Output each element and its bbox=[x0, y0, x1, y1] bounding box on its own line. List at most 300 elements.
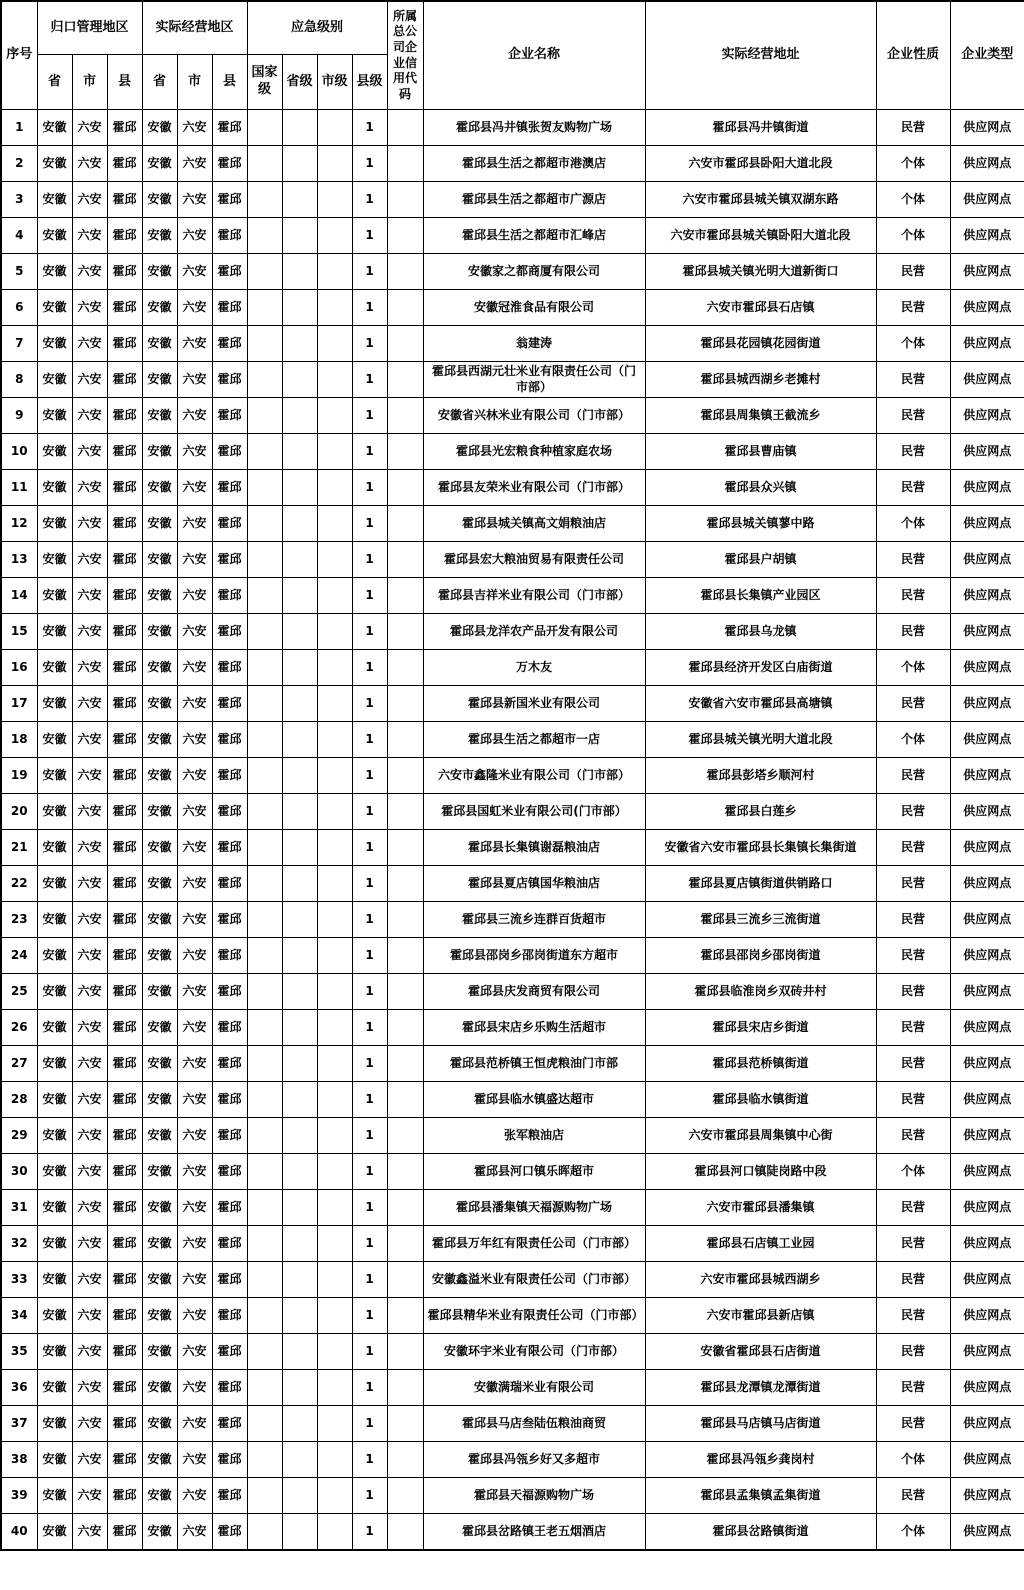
cell-guikou-county: 霍邱 bbox=[107, 1406, 142, 1442]
cell-guikou-county: 霍邱 bbox=[107, 218, 142, 254]
cell-type: 供应网点 bbox=[950, 1298, 1024, 1334]
cell-guikou-city: 六安 bbox=[72, 326, 107, 362]
cell-level-province bbox=[282, 290, 317, 326]
cell-level-county: 1 bbox=[352, 470, 387, 506]
cell-actual-city: 六安 bbox=[177, 362, 212, 398]
cell-credit-code bbox=[387, 1082, 423, 1118]
cell-address: 霍邱县城关镇光明大道北段 bbox=[645, 722, 876, 758]
cell-enterprise-name: 安徽鑫溢米业有限责任公司（门市部） bbox=[423, 1262, 645, 1298]
cell-guikou-province: 安徽 bbox=[37, 1046, 72, 1082]
cell-guikou-city: 六安 bbox=[72, 578, 107, 614]
header-guikou-province: 省 bbox=[37, 55, 72, 110]
cell-level-province bbox=[282, 398, 317, 434]
cell-nature: 民营 bbox=[876, 1082, 950, 1118]
cell-actual-county: 霍邱 bbox=[212, 794, 247, 830]
cell-address: 霍邱县临水镇街道 bbox=[645, 1082, 876, 1118]
cell-actual-city: 六安 bbox=[177, 1514, 212, 1551]
cell-address: 六安市霍邱县城西湖乡 bbox=[645, 1262, 876, 1298]
cell-enterprise-name: 霍邱县西湖元壮米业有限责任公司（门市部） bbox=[423, 362, 645, 398]
cell-level-national bbox=[247, 146, 282, 182]
cell-nature: 个体 bbox=[876, 182, 950, 218]
cell-actual-county: 霍邱 bbox=[212, 1370, 247, 1406]
cell-actual-province: 安徽 bbox=[142, 218, 177, 254]
cell-actual-province: 安徽 bbox=[142, 1082, 177, 1118]
cell-guikou-province: 安徽 bbox=[37, 290, 72, 326]
cell-guikou-city: 六安 bbox=[72, 1442, 107, 1478]
header-group-emergency-level: 应急级别 bbox=[247, 1, 387, 55]
cell-level-national bbox=[247, 686, 282, 722]
cell-guikou-city: 六安 bbox=[72, 1334, 107, 1370]
cell-enterprise-name: 霍邱县新国米业有限公司 bbox=[423, 686, 645, 722]
cell-actual-county: 霍邱 bbox=[212, 1298, 247, 1334]
cell-nature: 民营 bbox=[876, 1262, 950, 1298]
cell-level-city bbox=[317, 578, 352, 614]
cell-level-county: 1 bbox=[352, 182, 387, 218]
table-row bbox=[1, 938, 1024, 974]
cell-level-national bbox=[247, 1262, 282, 1298]
cell-level-national bbox=[247, 794, 282, 830]
cell-level-national bbox=[247, 398, 282, 434]
cell-guikou-county: 霍邱 bbox=[107, 1226, 142, 1262]
cell-type: 供应网点 bbox=[950, 110, 1024, 146]
cell-level-province bbox=[282, 902, 317, 938]
cell-guikou-county: 霍邱 bbox=[107, 1442, 142, 1478]
cell-enterprise-name: 万木友 bbox=[423, 650, 645, 686]
cell-level-city bbox=[317, 218, 352, 254]
cell-level-province bbox=[282, 830, 317, 866]
cell-guikou-province: 安徽 bbox=[37, 1442, 72, 1478]
cell-level-city bbox=[317, 398, 352, 434]
cell-level-county: 1 bbox=[352, 398, 387, 434]
cell-nature: 个体 bbox=[876, 218, 950, 254]
cell-actual-province: 安徽 bbox=[142, 686, 177, 722]
cell-guikou-city: 六安 bbox=[72, 1190, 107, 1226]
cell-enterprise-name: 霍邱县马店叁陆伍粮油商贸 bbox=[423, 1406, 645, 1442]
cell-enterprise-name: 霍邱县邵岗乡邵岗街道东方超市 bbox=[423, 938, 645, 974]
cell-guikou-county: 霍邱 bbox=[107, 1046, 142, 1082]
cell-level-province bbox=[282, 506, 317, 542]
cell-address: 霍邱县户胡镇 bbox=[645, 542, 876, 578]
cell-level-province bbox=[282, 542, 317, 578]
cell-nature: 民营 bbox=[876, 866, 950, 902]
cell-actual-city: 六安 bbox=[177, 722, 212, 758]
cell-level-city bbox=[317, 1082, 352, 1118]
table-row bbox=[1, 1118, 1024, 1154]
cell-level-province bbox=[282, 218, 317, 254]
cell-guikou-city: 六安 bbox=[72, 218, 107, 254]
header-type: 企业类型 bbox=[950, 1, 1024, 110]
cell-type: 供应网点 bbox=[950, 578, 1024, 614]
cell-level-city bbox=[317, 254, 352, 290]
cell-guikou-province: 安徽 bbox=[37, 1118, 72, 1154]
cell-actual-province: 安徽 bbox=[142, 362, 177, 398]
cell-guikou-county: 霍邱 bbox=[107, 794, 142, 830]
cell-level-national bbox=[247, 1406, 282, 1442]
cell-level-national bbox=[247, 1082, 282, 1118]
cell-actual-county: 霍邱 bbox=[212, 110, 247, 146]
cell-row-no: 37 bbox=[1, 1406, 37, 1442]
cell-level-city bbox=[317, 614, 352, 650]
cell-actual-city: 六安 bbox=[177, 1442, 212, 1478]
cell-level-county: 1 bbox=[352, 1154, 387, 1190]
cell-level-province bbox=[282, 1370, 317, 1406]
cell-level-city bbox=[317, 470, 352, 506]
cell-level-city bbox=[317, 938, 352, 974]
cell-guikou-city: 六安 bbox=[72, 974, 107, 1010]
cell-address: 霍邱县白莲乡 bbox=[645, 794, 876, 830]
cell-actual-city: 六安 bbox=[177, 974, 212, 1010]
cell-enterprise-name: 安徽满瑞米业有限公司 bbox=[423, 1370, 645, 1406]
cell-level-county: 1 bbox=[352, 974, 387, 1010]
cell-credit-code bbox=[387, 290, 423, 326]
cell-level-city bbox=[317, 1406, 352, 1442]
cell-type: 供应网点 bbox=[950, 1046, 1024, 1082]
cell-guikou-city: 六安 bbox=[72, 1406, 107, 1442]
cell-guikou-city: 六安 bbox=[72, 1082, 107, 1118]
cell-actual-province: 安徽 bbox=[142, 866, 177, 902]
cell-guikou-province: 安徽 bbox=[37, 686, 72, 722]
cell-guikou-city: 六安 bbox=[72, 110, 107, 146]
cell-level-city bbox=[317, 290, 352, 326]
cell-enterprise-name: 霍邱县国虹米业有限公司(门市部） bbox=[423, 794, 645, 830]
cell-level-county: 1 bbox=[352, 1514, 387, 1551]
table-row bbox=[1, 398, 1024, 434]
cell-enterprise-name: 霍邱县潘集镇天福源购物广场 bbox=[423, 1190, 645, 1226]
cell-guikou-county: 霍邱 bbox=[107, 614, 142, 650]
cell-nature: 民营 bbox=[876, 1334, 950, 1370]
cell-credit-code bbox=[387, 254, 423, 290]
cell-level-city bbox=[317, 326, 352, 362]
table-row bbox=[1, 650, 1024, 686]
cell-nature: 个体 bbox=[876, 506, 950, 542]
cell-type: 供应网点 bbox=[950, 1118, 1024, 1154]
cell-level-province bbox=[282, 1442, 317, 1478]
cell-row-no: 28 bbox=[1, 1082, 37, 1118]
cell-row-no: 36 bbox=[1, 1370, 37, 1406]
cell-address: 霍邱县邵岗乡邵岗街道 bbox=[645, 938, 876, 974]
cell-level-city bbox=[317, 794, 352, 830]
cell-actual-county: 霍邱 bbox=[212, 146, 247, 182]
cell-nature: 民营 bbox=[876, 1226, 950, 1262]
cell-level-city bbox=[317, 110, 352, 146]
cell-guikou-county: 霍邱 bbox=[107, 398, 142, 434]
cell-type: 供应网点 bbox=[950, 182, 1024, 218]
cell-type: 供应网点 bbox=[950, 1010, 1024, 1046]
cell-type: 供应网点 bbox=[950, 902, 1024, 938]
cell-level-province bbox=[282, 1478, 317, 1514]
cell-guikou-province: 安徽 bbox=[37, 974, 72, 1010]
cell-address: 六安市霍邱县潘集镇 bbox=[645, 1190, 876, 1226]
table-row bbox=[1, 686, 1024, 722]
cell-level-city bbox=[317, 146, 352, 182]
cell-level-national bbox=[247, 218, 282, 254]
cell-enterprise-name: 霍邱县天福源购物广场 bbox=[423, 1478, 645, 1514]
cell-guikou-province: 安徽 bbox=[37, 398, 72, 434]
cell-guikou-county: 霍邱 bbox=[107, 1514, 142, 1551]
cell-address: 霍邱县城关镇蓼中路 bbox=[645, 506, 876, 542]
cell-actual-city: 六安 bbox=[177, 398, 212, 434]
cell-credit-code bbox=[387, 1118, 423, 1154]
cell-row-no: 5 bbox=[1, 254, 37, 290]
cell-nature: 民营 bbox=[876, 758, 950, 794]
cell-guikou-province: 安徽 bbox=[37, 1262, 72, 1298]
cell-actual-city: 六安 bbox=[177, 434, 212, 470]
cell-credit-code bbox=[387, 1478, 423, 1514]
table-row bbox=[1, 218, 1024, 254]
cell-nature: 民营 bbox=[876, 110, 950, 146]
cell-level-county: 1 bbox=[352, 1082, 387, 1118]
cell-level-county: 1 bbox=[352, 866, 387, 902]
header-group-guikou-region: 归口管理地区 bbox=[37, 1, 142, 55]
cell-nature: 民营 bbox=[876, 1046, 950, 1082]
cell-guikou-county: 霍邱 bbox=[107, 470, 142, 506]
cell-address: 六安市霍邱县石店镇 bbox=[645, 290, 876, 326]
table-row bbox=[1, 470, 1024, 506]
cell-address: 霍邱县石店镇工业园 bbox=[645, 1226, 876, 1262]
cell-guikou-province: 安徽 bbox=[37, 470, 72, 506]
cell-level-county: 1 bbox=[352, 830, 387, 866]
cell-guikou-county: 霍邱 bbox=[107, 1082, 142, 1118]
cell-nature: 个体 bbox=[876, 722, 950, 758]
cell-level-national bbox=[247, 1190, 282, 1226]
cell-guikou-county: 霍邱 bbox=[107, 182, 142, 218]
cell-enterprise-name: 霍邱县生活之都超市汇峰店 bbox=[423, 218, 645, 254]
cell-enterprise-name: 霍邱县吉祥米业有限公司（门市部） bbox=[423, 578, 645, 614]
cell-level-city bbox=[317, 182, 352, 218]
cell-level-county: 1 bbox=[352, 1298, 387, 1334]
header-level-national: 国家级 bbox=[247, 55, 282, 110]
cell-enterprise-name: 安徽冠淮食品有限公司 bbox=[423, 290, 645, 326]
cell-actual-county: 霍邱 bbox=[212, 650, 247, 686]
cell-actual-city: 六安 bbox=[177, 794, 212, 830]
cell-type: 供应网点 bbox=[950, 830, 1024, 866]
cell-type: 供应网点 bbox=[950, 1154, 1024, 1190]
table-row bbox=[1, 110, 1024, 146]
cell-row-no: 2 bbox=[1, 146, 37, 182]
cell-actual-city: 六安 bbox=[177, 650, 212, 686]
cell-guikou-county: 霍邱 bbox=[107, 326, 142, 362]
cell-actual-city: 六安 bbox=[177, 1370, 212, 1406]
table-row bbox=[1, 1406, 1024, 1442]
cell-guikou-province: 安徽 bbox=[37, 1478, 72, 1514]
cell-level-province bbox=[282, 1514, 317, 1551]
cell-actual-county: 霍邱 bbox=[212, 182, 247, 218]
cell-actual-county: 霍邱 bbox=[212, 902, 247, 938]
cell-level-city bbox=[317, 686, 352, 722]
cell-actual-province: 安徽 bbox=[142, 938, 177, 974]
cell-address: 霍邱县冯瓴乡龚岗村 bbox=[645, 1442, 876, 1478]
cell-row-no: 8 bbox=[1, 362, 37, 398]
table-row bbox=[1, 1262, 1024, 1298]
cell-actual-county: 霍邱 bbox=[212, 1046, 247, 1082]
cell-row-no: 35 bbox=[1, 1334, 37, 1370]
cell-row-no: 25 bbox=[1, 974, 37, 1010]
cell-enterprise-name: 霍邱县宏大粮油贸易有限责任公司 bbox=[423, 542, 645, 578]
cell-guikou-county: 霍邱 bbox=[107, 902, 142, 938]
cell-actual-province: 安徽 bbox=[142, 794, 177, 830]
cell-level-province bbox=[282, 578, 317, 614]
cell-actual-county: 霍邱 bbox=[212, 542, 247, 578]
cell-level-county: 1 bbox=[352, 758, 387, 794]
cell-level-county: 1 bbox=[352, 506, 387, 542]
cell-actual-county: 霍邱 bbox=[212, 1154, 247, 1190]
table-row bbox=[1, 542, 1024, 578]
cell-row-no: 27 bbox=[1, 1046, 37, 1082]
cell-level-national bbox=[247, 362, 282, 398]
cell-address: 霍邱县龙潭镇龙潭街道 bbox=[645, 1370, 876, 1406]
cell-credit-code bbox=[387, 1262, 423, 1298]
cell-actual-province: 安徽 bbox=[142, 974, 177, 1010]
cell-credit-code bbox=[387, 650, 423, 686]
cell-row-no: 7 bbox=[1, 326, 37, 362]
cell-level-city bbox=[317, 1334, 352, 1370]
cell-guikou-county: 霍邱 bbox=[107, 722, 142, 758]
table-row bbox=[1, 290, 1024, 326]
cell-level-city bbox=[317, 362, 352, 398]
cell-guikou-county: 霍邱 bbox=[107, 1010, 142, 1046]
cell-row-no: 12 bbox=[1, 506, 37, 542]
cell-level-province bbox=[282, 722, 317, 758]
cell-nature: 民营 bbox=[876, 974, 950, 1010]
cell-level-county: 1 bbox=[352, 938, 387, 974]
cell-actual-county: 霍邱 bbox=[212, 758, 247, 794]
cell-guikou-province: 安徽 bbox=[37, 722, 72, 758]
cell-level-province bbox=[282, 974, 317, 1010]
header-level-county: 县级 bbox=[352, 55, 387, 110]
cell-type: 供应网点 bbox=[950, 542, 1024, 578]
cell-actual-county: 霍邱 bbox=[212, 326, 247, 362]
cell-actual-province: 安徽 bbox=[142, 1118, 177, 1154]
cell-level-city bbox=[317, 1118, 352, 1154]
cell-guikou-city: 六安 bbox=[72, 254, 107, 290]
cell-guikou-county: 霍邱 bbox=[107, 686, 142, 722]
cell-guikou-city: 六安 bbox=[72, 506, 107, 542]
cell-level-county: 1 bbox=[352, 794, 387, 830]
cell-level-county: 1 bbox=[352, 542, 387, 578]
cell-enterprise-name: 翁建涛 bbox=[423, 326, 645, 362]
cell-row-no: 1 bbox=[1, 110, 37, 146]
cell-actual-city: 六安 bbox=[177, 542, 212, 578]
cell-actual-province: 安徽 bbox=[142, 1334, 177, 1370]
cell-guikou-city: 六安 bbox=[72, 614, 107, 650]
cell-credit-code bbox=[387, 542, 423, 578]
cell-guikou-province: 安徽 bbox=[37, 902, 72, 938]
cell-actual-province: 安徽 bbox=[142, 1406, 177, 1442]
cell-address: 霍邱县河口镇陡岗路中段 bbox=[645, 1154, 876, 1190]
table-row bbox=[1, 1370, 1024, 1406]
cell-actual-county: 霍邱 bbox=[212, 218, 247, 254]
cell-guikou-city: 六安 bbox=[72, 830, 107, 866]
cell-actual-city: 六安 bbox=[177, 1010, 212, 1046]
cell-credit-code bbox=[387, 1442, 423, 1478]
cell-row-no: 10 bbox=[1, 434, 37, 470]
cell-row-no: 15 bbox=[1, 614, 37, 650]
cell-type: 供应网点 bbox=[950, 1226, 1024, 1262]
cell-level-province bbox=[282, 470, 317, 506]
cell-level-national bbox=[247, 1226, 282, 1262]
cell-guikou-county: 霍邱 bbox=[107, 110, 142, 146]
cell-row-no: 26 bbox=[1, 1010, 37, 1046]
cell-row-no: 13 bbox=[1, 542, 37, 578]
cell-row-no: 6 bbox=[1, 290, 37, 326]
cell-guikou-county: 霍邱 bbox=[107, 974, 142, 1010]
cell-actual-province: 安徽 bbox=[142, 1226, 177, 1262]
cell-level-county: 1 bbox=[352, 1190, 387, 1226]
table-row bbox=[1, 578, 1024, 614]
cell-level-city bbox=[317, 1226, 352, 1262]
header-credit-code: 所属总公司企业信用代码 bbox=[387, 1, 423, 110]
cell-type: 供应网点 bbox=[950, 650, 1024, 686]
cell-enterprise-name: 霍邱县庆发商贸有限公司 bbox=[423, 974, 645, 1010]
cell-address: 霍邱县宋店乡街道 bbox=[645, 1010, 876, 1046]
cell-actual-city: 六安 bbox=[177, 110, 212, 146]
cell-actual-county: 霍邱 bbox=[212, 470, 247, 506]
cell-actual-province: 安徽 bbox=[142, 902, 177, 938]
cell-level-national bbox=[247, 1514, 282, 1551]
cell-actual-province: 安徽 bbox=[142, 290, 177, 326]
cell-actual-city: 六安 bbox=[177, 902, 212, 938]
cell-enterprise-name: 六安市鑫隆米业有限公司（门市部） bbox=[423, 758, 645, 794]
cell-address: 霍邱县马店镇马店街道 bbox=[645, 1406, 876, 1442]
cell-level-county: 1 bbox=[352, 434, 387, 470]
cell-enterprise-name: 霍邱县万年红有限责任公司（门市部） bbox=[423, 1226, 645, 1262]
cell-actual-county: 霍邱 bbox=[212, 1262, 247, 1298]
cell-enterprise-name: 霍邱县城关镇高文娟粮油店 bbox=[423, 506, 645, 542]
header-level-province: 省级 bbox=[282, 55, 317, 110]
cell-guikou-city: 六安 bbox=[72, 1262, 107, 1298]
cell-actual-county: 霍邱 bbox=[212, 398, 247, 434]
cell-guikou-county: 霍邱 bbox=[107, 578, 142, 614]
cell-guikou-county: 霍邱 bbox=[107, 434, 142, 470]
header-actual-city: 市 bbox=[177, 55, 212, 110]
cell-actual-county: 霍邱 bbox=[212, 290, 247, 326]
cell-level-province bbox=[282, 362, 317, 398]
cell-level-county: 1 bbox=[352, 722, 387, 758]
cell-level-city bbox=[317, 506, 352, 542]
cell-address: 霍邱县众兴镇 bbox=[645, 470, 876, 506]
cell-type: 供应网点 bbox=[950, 974, 1024, 1010]
cell-nature: 民营 bbox=[876, 1406, 950, 1442]
cell-actual-province: 安徽 bbox=[142, 254, 177, 290]
cell-type: 供应网点 bbox=[950, 398, 1024, 434]
cell-guikou-province: 安徽 bbox=[37, 1298, 72, 1334]
cell-nature: 民营 bbox=[876, 902, 950, 938]
cell-credit-code bbox=[387, 830, 423, 866]
cell-level-county: 1 bbox=[352, 218, 387, 254]
cell-level-national bbox=[247, 1298, 282, 1334]
cell-enterprise-name: 安徽家之都商厦有限公司 bbox=[423, 254, 645, 290]
cell-level-province bbox=[282, 146, 317, 182]
cell-address: 六安市霍邱县城关镇卧阳大道北段 bbox=[645, 218, 876, 254]
cell-row-no: 38 bbox=[1, 1442, 37, 1478]
cell-guikou-city: 六安 bbox=[72, 866, 107, 902]
cell-level-city bbox=[317, 722, 352, 758]
cell-guikou-city: 六安 bbox=[72, 398, 107, 434]
cell-level-national bbox=[247, 254, 282, 290]
cell-guikou-city: 六安 bbox=[72, 902, 107, 938]
cell-guikou-county: 霍邱 bbox=[107, 1262, 142, 1298]
cell-guikou-province: 安徽 bbox=[37, 1334, 72, 1370]
cell-level-county: 1 bbox=[352, 1118, 387, 1154]
cell-type: 供应网点 bbox=[950, 362, 1024, 398]
cell-nature: 民营 bbox=[876, 254, 950, 290]
cell-level-county: 1 bbox=[352, 1226, 387, 1262]
cell-credit-code bbox=[387, 470, 423, 506]
cell-guikou-city: 六安 bbox=[72, 1226, 107, 1262]
cell-actual-county: 霍邱 bbox=[212, 1010, 247, 1046]
cell-actual-county: 霍邱 bbox=[212, 614, 247, 650]
table-row bbox=[1, 758, 1024, 794]
